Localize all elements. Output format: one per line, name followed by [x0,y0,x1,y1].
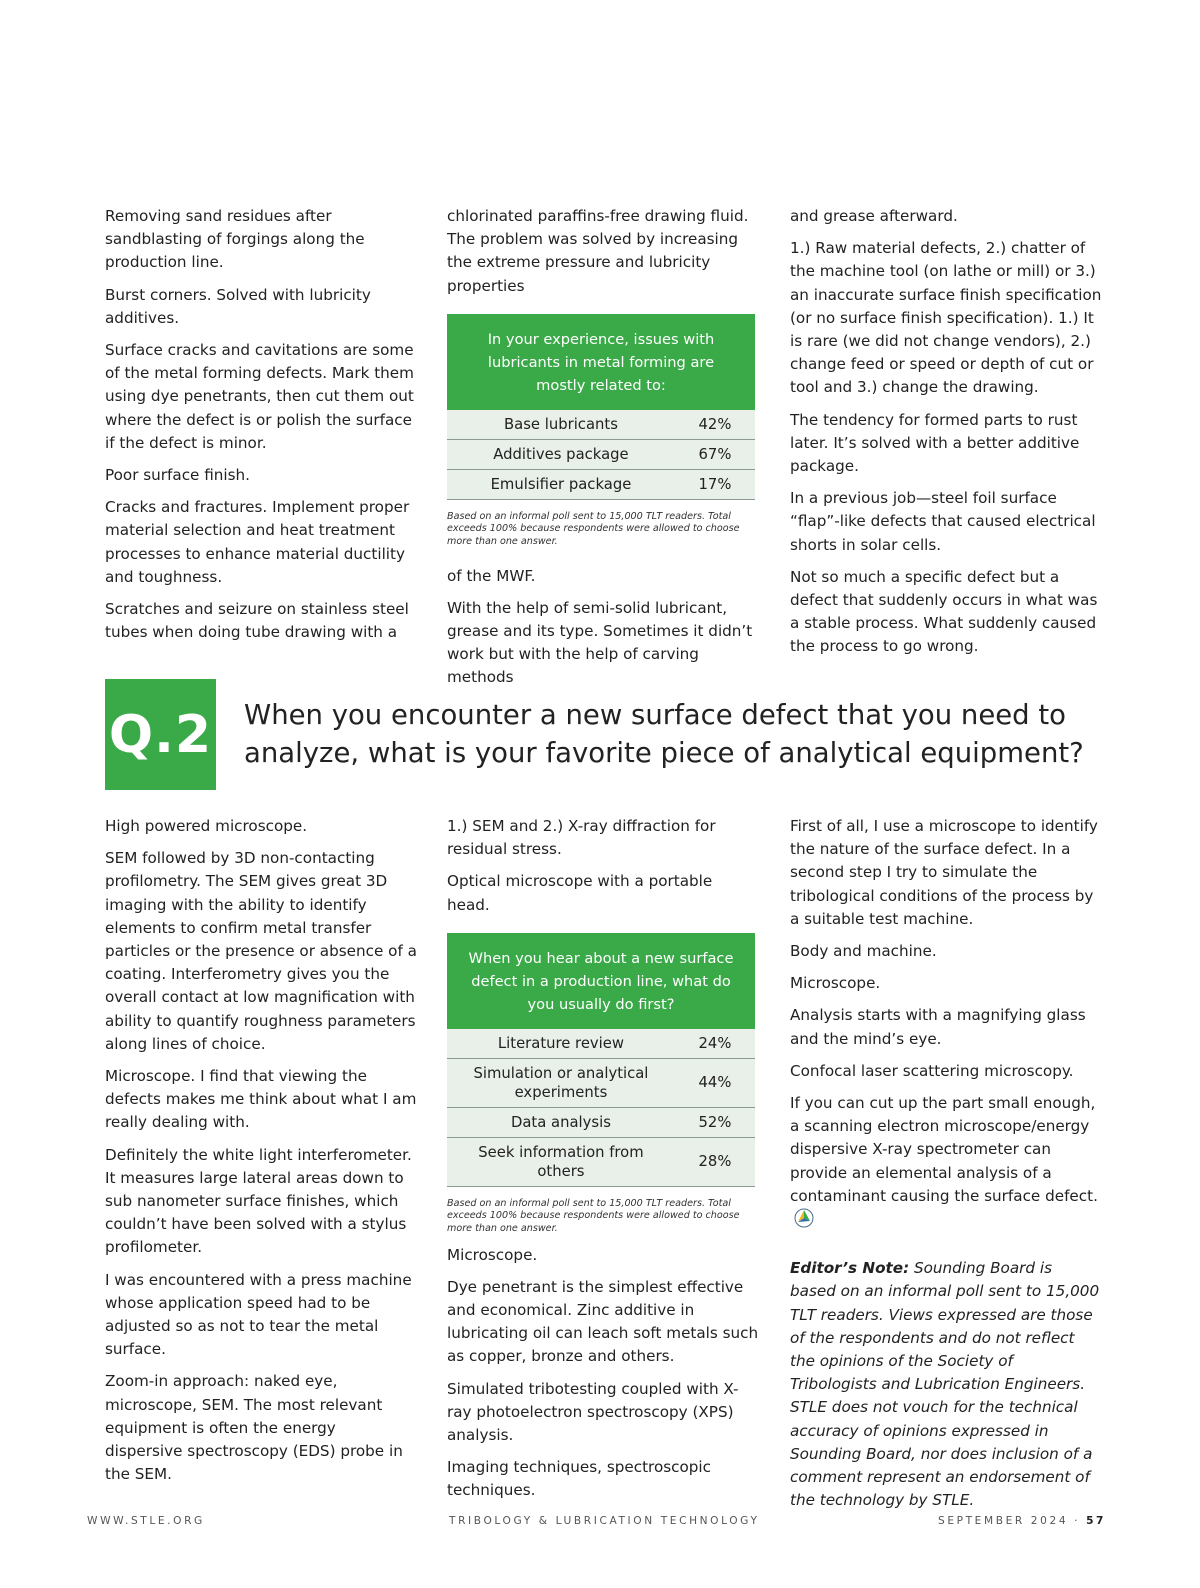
bottom-column-1 [105,815,417,1486]
poll-note: Based on an informal poll sent to 15,000 TLT readers. Total exceeds 100% because respondents were allowed to choose more than one answer. [447,510,740,547]
comment: First of all, I use a microscope to identify the nature of the surface defect. In a second step I try to simulate the tribological conditions of the process by a suitable test machine. [790,817,1098,928]
comment: Poor surface finish. [105,466,251,485]
bottom-column-3 [790,815,1102,1512]
comment: Optical microscope with a portable head. [447,872,713,914]
poll-box [447,314,755,549]
comment: Cracks and fractures. Implement proper material selection and heat treatment processes to enhance material ductility and toughness. [105,498,410,586]
footer-separator: · [1074,1515,1081,1527]
poll-label: Simulation or analytical experiments [447,1058,675,1107]
poll-note: Based on an informal poll sent to 15,000 TLT readers. Total exceeds 100% because respondents were allowed to choose more than one answer. [447,1197,740,1234]
poll-table [447,1029,755,1187]
table-row [447,410,755,440]
question-badge: Q.2 [105,679,216,790]
poll-label: Emulsifier package [447,469,675,499]
comment: Confocal laser scattering microscopy. [790,1061,1074,1080]
poll-label: Data analysis [447,1107,675,1137]
table-row [447,439,755,469]
table-row [447,1029,755,1059]
comment: Microscope. [447,1245,538,1264]
poll-label: Base lubricants [447,410,675,440]
comment: Analysis starts with a magnifying glass and the mind’s eye. [790,1006,1086,1048]
editors-note-text: Sounding Board is based on an informal poll sent to 15,000 TLT readers. Views expressed are those of the respondents and do not reflect the opinions of the Society of Tribologists and Lubrication Engineers. STLE does not vouch for the technical accuracy of opinions expressed in Sounding Board, nor does inclusion of a comment represent an endorsement of the technology by STLE. [790,1259,1100,1510]
comment: Burst corners. Solved with lubricity additives. [105,285,371,327]
bottom-column-2 [447,815,759,1503]
poll-value: 28% [675,1137,755,1186]
comment: Surface cracks and cavitations are some of the metal forming defects. Mark them using dye penetrants, then cut them out where the defect is or polish the surface if the defect is minor. [105,341,414,452]
comment: of the MWF. [447,566,536,585]
poll-label: Literature review [447,1029,675,1059]
poll-label: Additives package [447,439,675,469]
comment: 1.) Raw material defects, 2.) chatter of the machine tool (on lathe or mill) or 3.) an inaccurate surface finish specification (or no surface finish specification). 1.) It is rare (we did not change vendors), 2.) change feed or speed or depth of cut or tool and 3.) change the drawing. [790,239,1102,397]
table-row [447,1107,755,1137]
comment: chlorinated paraffins-free drawing fluid. The problem was solved by increasing the extreme pressure and lubricity properties [447,207,749,295]
editors-note [790,1257,1102,1512]
comment: Definitely the white light interferometer. It measures large lateral areas down to sub nanometer surface finishes, which couldn’t have been solved with a stylus profilometer. [105,1145,412,1257]
table-row [447,1137,755,1186]
footer-issue [938,1515,1106,1527]
comment: With the help of semi-solid lubricant, grease and its type. Sometimes it didn’t work but with the help of carving methods [447,598,753,687]
comment-text: If you can cut up the part small enough, a scanning electron microscope/energy dispersive X-ray spectrometer can provide an elemental analysis of a contaminant causing the surface defect. [790,1094,1098,1205]
poll-value: 24% [675,1029,755,1059]
comment: Microscope. I find that viewing the defects makes me think about what I am really dealing with. [105,1067,417,1132]
comment: 1.) SEM and 2.) X-ray diffraction for residual stress. [447,817,716,859]
comment: Zoom-in approach: naked eye, microscope, SEM. The most relevant equipment is often the energy dispersive spectroscopy (EDS) probe in the SEM. [105,1372,403,1484]
comment: High powered microscope. [105,817,308,835]
table-row [447,1058,755,1107]
comment: Scratches and seizure on stainless steel tubes when doing tube drawing with a [105,600,409,642]
poll-title: In your experience, issues with lubricants in metal forming are mostly related to: [447,314,755,410]
comment: The tendency for formed parts to rust later. It’s solved with a better additive package. [790,410,1080,476]
poll-table [447,410,755,500]
comment: Imaging techniques, spectroscopic techniques. [447,1458,712,1500]
footer-date: SEPTEMBER 2024 [938,1515,1069,1527]
stle-end-mark-icon [794,1208,814,1235]
footer-publication: TRIBOLOGY & LUBRICATION TECHNOLOGY [449,1515,760,1527]
top-column-1 [105,205,417,644]
editors-note-label: Editor’s Note: [790,1259,910,1278]
comment: and grease afterward. [790,207,958,225]
poll-value: 17% [675,469,755,499]
comment: Removing sand residues after sandblasting of forgings along the production line. [105,207,365,272]
comment: Microscope. [790,974,881,993]
poll-label: Seek information from others [447,1137,675,1186]
poll-value: 44% [675,1058,755,1107]
comment: Simulated tribotesting coupled with X-ray photoelectron spectroscopy (XPS) analysis. [447,1379,739,1445]
poll-value: 42% [675,410,755,440]
table-row [447,469,755,499]
comment: Dye penetrant is the simplest effective and economical. Zinc additive in lubricating oil can leach soft metals such as copper, bronze and others. [447,1277,759,1366]
comment: I was encountered with a press machine whose application speed had to be adjusted so as not to tear the metal surface. [105,1270,412,1359]
comment: SEM followed by 3D non-contacting profilometry. The SEM gives great 3D imaging with the ability to identify elements to confirm metal transfer particles or the presence or absence of a coating. Interferometry gives you the overall contact at low magnification with ability to quantify roughness parameters along lines of choice. [105,849,417,1053]
top-column-2 [447,205,757,690]
page-number: 57 [1086,1515,1107,1527]
poll-box [447,933,755,1236]
comment: Not so much a specific defect but a defect that suddenly occurs in what was a stable process. What suddenly caused the process to go wrong. [790,567,1098,656]
poll-title: When you hear about a new surface defect in a production line, what do you usually do first? [447,933,755,1029]
poll-value: 67% [675,439,755,469]
top-column-3 [790,205,1102,659]
question-title: When you encounter a new surface defect that you need to analyze, what is your favorite piece of analytical equipment? [244,699,1084,769]
footer-url: WWW.STLE.ORG [87,1515,205,1527]
comment [790,1092,1102,1235]
poll-value: 52% [675,1107,755,1137]
comment: In a previous job—steel foil surface “flap”-like defects that caused electrical shorts in solar cells. [790,489,1096,554]
comment: Body and machine. [790,942,937,961]
